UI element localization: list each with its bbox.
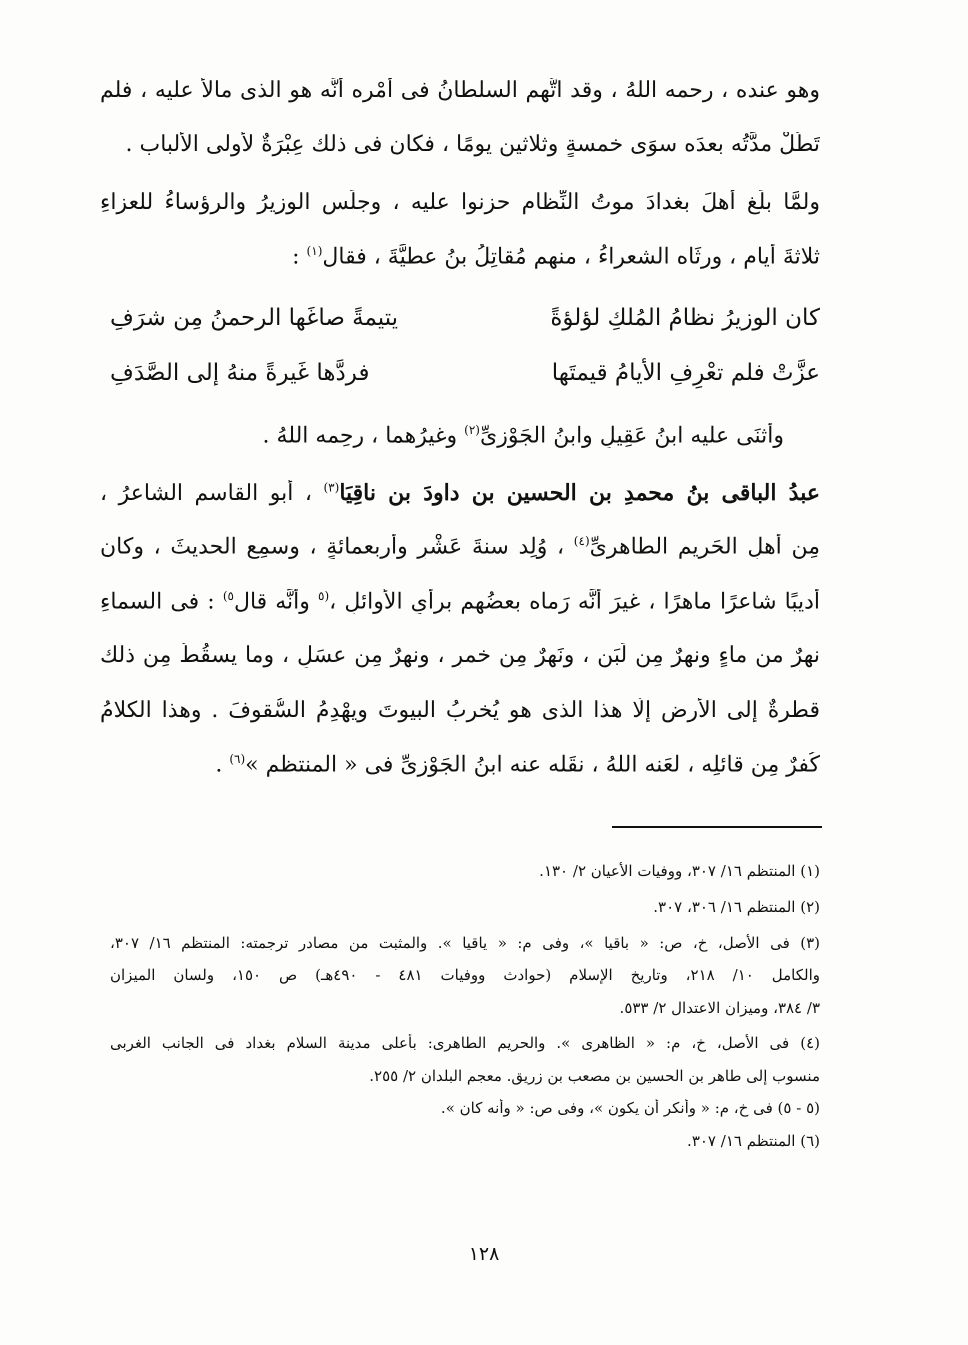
text-span: : فى السماءِ [100,589,223,615]
page-number: ١٢٨ [468,1243,500,1265]
verse-second-hemistich: يتيمةً صاغَها الرحمنُ مِن شرَفِ [110,305,399,331]
footnote-marker: (٤) [573,534,590,548]
text-line: وهو عنده ، رحمه اللهُ ، وقد اتُّهِم السلطانُ فى أمْرِه أنَّه هو الذى مالأَ عليه ، فلم [100,78,820,103]
biography-name: عبدُ الباقى بنُ محمدِ بنِ الحسينِ بنِ داودَ بنِ ناقِيَا [339,480,820,506]
footnote-marker: (١) [306,244,323,258]
text-line [100,752,820,777]
text-line: تَطُلْ مدَّتُه بعدَه سوَى خمسةٍ وثلاثين يومًا ، فكان فى ذلك عِبْرَةٌ لأُولى الألباب . [125,132,820,157]
verse-second-hemistich: فردَّها غَيرةً منهُ إلى الصَّدَفِ [110,360,370,386]
footnote-marker: (٣) [323,480,340,495]
text-line: نهرٌ من ماءٍ ونهرٌ مِن لَبَنٍ ، ونَهرٌ مِن خمرٍ ، ونهرٌ مِن عسَلٍ ، وما يسقُطُ مِن ذلك [100,643,820,668]
footnote-line: (٤) فى الأصل، خ، م: « الظاهرى ». والحريم الطاهرى: بأعلى مدينة السلام بغداد فى الجانب الغربى [110,1034,820,1052]
text-span: وأنَّه قال [233,589,319,615]
footnote-line: (٦) المنتظم ١٦/ ٣٠٧. [687,1132,820,1150]
text-line: قطرةٌ إلى الأرضِ إلَّا هذا الذى هو يُخرِبُ البيوتَ ويهْدِمُ السُّقوفَ . وهذا الكلامُ [100,698,820,723]
footnote-marker: (٢) [464,423,480,437]
text-span: وأثنَى عليه ابنُ عَقِيلٍ وابنُ الجَوْزِىِّ [479,423,784,449]
footnote-line: (٥ - ٥) فى خ، م: « وأنكر أن يكون »، وفى ص: « وأنه كان ». [440,1099,820,1117]
text-span: مِن أهلِ الحَريمِ الطاهرىِّ [589,534,820,560]
verse-line [110,360,820,386]
text-span: : [292,244,307,270]
text-span: ثلاثةَ أيامٍ ، ورثَاه الشعراءُ ، منهم مُقاتِلُ بنُ عطيَّةَ ، فقال [322,244,820,270]
verse-first-hemistich: عزَّتْ فلم تعْرِفِ الأيامُ قيمتَها [551,360,820,386]
text-span: ، أبو القاسمِ الشاعرُ ، [100,481,324,506]
footnote-line: (٣) فى الأصل، خ، ص: « باقيا »، وفى م: « ياقيا ». والمثبت من مصادر ترجمته: المنتظم ١٦/ ٣٠٧، [110,934,820,952]
text-span: ، وُلِد سنةَ عَشْرٍ وأربعمائةٍ ، وسمِع الحديثَ ، وكان [100,534,574,560]
footnote-marker: (٥ [318,589,330,603]
text-span: كُفرٌ مِن قائلِه ، لعَنه اللهُ ، نقَله عنه ابنُ الجَوْزِىِّ فى « المنتظمِ » [245,752,820,778]
footnote-line: (١) المنتظم ١٦/ ٣٠٧، ووفيات الأعيان ٢/ ١٣٠. [539,862,820,880]
footnote-separator [612,826,822,828]
verse-first-hemistich: كان الوزيرُ نظامُ المُلكِ لؤلؤةً [550,305,820,331]
text-span: وغيرُهما ، رحِمه اللهُ . [262,423,465,449]
footnote-line: (٢) المنتظم ١٦/ ٣٠٦، ٣٠٧. [653,898,820,916]
text-line [100,423,820,448]
text-line [100,534,820,559]
verse-line [110,305,820,331]
footnote-marker: ٥) [222,589,234,603]
text-line [100,244,820,269]
footnote-marker: (٦) [229,752,246,766]
footnote-line: منسوب إلى طاهر بن الحسين بن مصعب بن زريق. معجم البلدان ٢/ ٢٥٥. [369,1067,820,1085]
text-line: ولمَّا بلَغ أهلَ بغدادَ موتُ النِّظام حزِنوا عليه ، وجلَس الوزيرُ والرؤساءُ للعزاءِ [100,190,820,215]
text-span: . [215,752,230,778]
text-line [100,480,820,506]
footnote-line: والكامل ١٠/ ٢١٨، وتاريخ الإسلام (حوادث ووفيات ٤٨١ - ٤٩٠هـ) ص ١٥٠، ولسان الميزان [110,966,820,984]
text-span: أديبًا شاعرًا ماهرًا ، غيرَ أنَّه رَماه بعضُهم برأىِ الأوائلِ ، [329,589,820,615]
text-line [100,589,820,614]
footnote-line: ٣/ ٣٨٤، وميزان الاعتدال ٢/ ٥٣٣. [619,999,820,1017]
